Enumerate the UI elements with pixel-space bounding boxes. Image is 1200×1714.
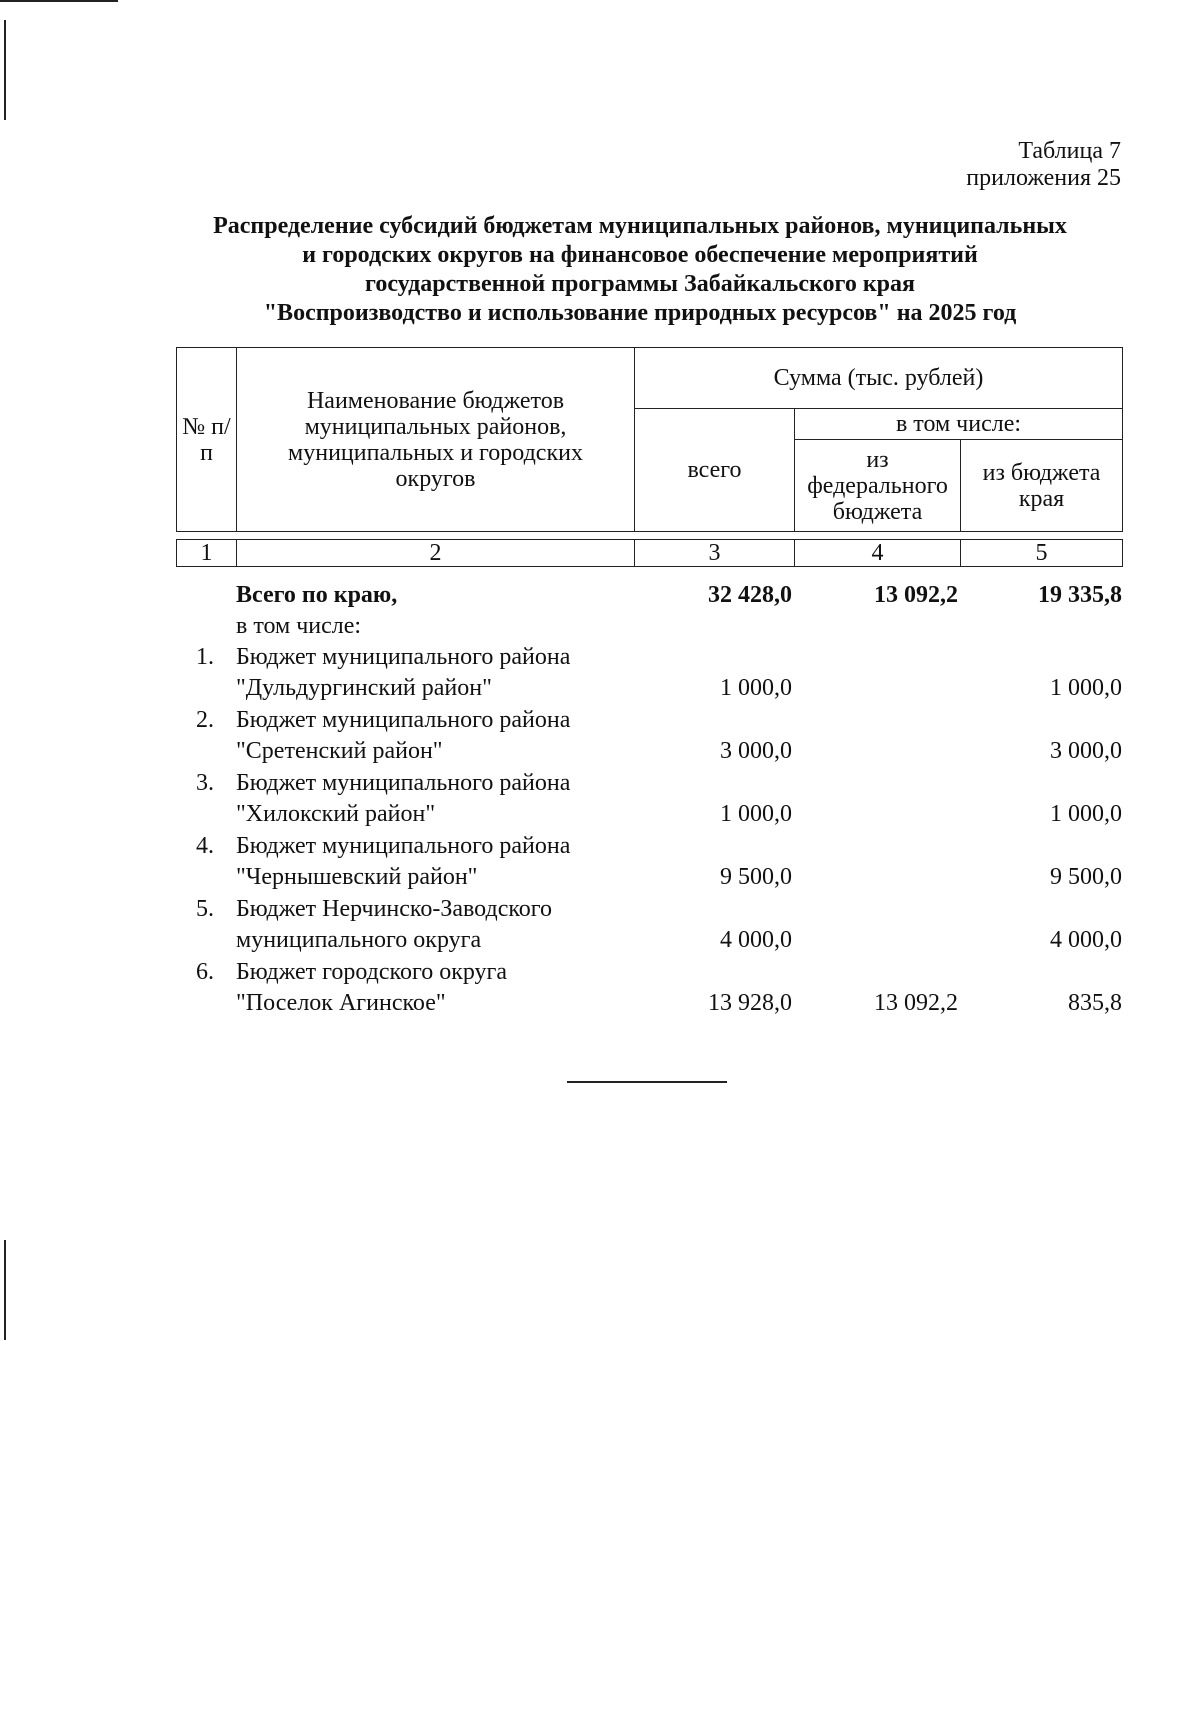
row-name: Бюджет муниципального района "Хилокский район" xyxy=(236,770,571,827)
header-federal: из федерального бюджета xyxy=(795,440,961,532)
row-regional: 4 000,0 xyxy=(1050,927,1122,953)
scan-edge-mark xyxy=(4,20,6,120)
table-row xyxy=(176,957,1122,1020)
row-regional: 9 500,0 xyxy=(1050,864,1122,890)
total-row xyxy=(176,580,1122,611)
row-total: 9 500,0 xyxy=(720,864,792,890)
column-number: 3 xyxy=(635,540,795,567)
including-label: в том числе: xyxy=(236,613,362,639)
row-total: 1 000,0 xyxy=(720,675,792,701)
table-row xyxy=(176,768,1122,831)
row-name: Бюджет городского округа "Поселок Агинское" xyxy=(236,959,508,1016)
title-line: Распределение субсидий бюджетам муниципальных районов, муниципальных xyxy=(213,213,1067,239)
row-total: 1 000,0 xyxy=(720,801,792,827)
row-federal: 13 092,2 xyxy=(874,990,958,1016)
title-line: "Воспроизводство и использование природных ресурсов" на 2025 год xyxy=(263,300,1017,326)
row-number: 6. xyxy=(196,959,214,985)
row-number: 1. xyxy=(196,644,214,670)
row-name: Бюджет муниципального района "Дульдургинский район" xyxy=(236,644,571,701)
row-total: 4 000,0 xyxy=(720,927,792,953)
scan-edge-mark xyxy=(4,1240,6,1340)
table-row xyxy=(176,705,1122,768)
row-number: 2. xyxy=(196,707,214,733)
scan-edge-mark xyxy=(0,0,118,2)
table-row xyxy=(176,894,1122,957)
row-number: 4. xyxy=(196,833,214,859)
table-number: Таблица 7 xyxy=(1018,138,1121,164)
end-divider xyxy=(567,1081,727,1083)
including-row xyxy=(176,611,1122,642)
total-label: Всего по краю, xyxy=(236,582,398,608)
table-row xyxy=(176,642,1122,705)
column-number: 2 xyxy=(237,540,635,567)
row-regional: 1 000,0 xyxy=(1050,675,1122,701)
title-line: и городских округов на финансовое обеспечение мероприятий xyxy=(302,242,978,268)
header-total: всего xyxy=(635,409,795,532)
column-number: 5 xyxy=(961,540,1123,567)
row-number: 5. xyxy=(196,896,214,922)
header-name: Наименование бюджетов муниципальных районов, муниципальных и городских округов xyxy=(237,348,635,532)
row-name: Бюджет муниципального района "Сретенский район" xyxy=(236,707,571,764)
row-name: Бюджет Нерчинско-Заводского муниципального округа xyxy=(236,896,553,953)
document-title xyxy=(160,212,1120,328)
row-total: 13 928,0 xyxy=(708,990,792,1016)
column-number: 1 xyxy=(177,540,237,567)
column-number: 4 xyxy=(795,540,961,567)
header-num: № п/п xyxy=(177,348,237,532)
header-including: в том числе: xyxy=(795,409,1123,440)
row-regional: 3 000,0 xyxy=(1050,738,1122,764)
total-sum: 32 428,0 xyxy=(708,582,792,608)
table-row xyxy=(176,831,1122,894)
row-regional: 1 000,0 xyxy=(1050,801,1122,827)
row-total: 3 000,0 xyxy=(720,738,792,764)
table-reference xyxy=(966,138,1121,192)
total-federal: 13 092,2 xyxy=(874,582,958,608)
row-regional: 835,8 xyxy=(1068,990,1122,1016)
header-sum: Сумма (тыс. рублей) xyxy=(635,348,1123,409)
table-body xyxy=(176,580,1122,1020)
appendix-number: приложения 25 xyxy=(966,165,1121,191)
total-regional: 19 335,8 xyxy=(1038,582,1122,608)
row-number: 3. xyxy=(196,770,214,796)
row-name: Бюджет муниципального района "Чернышевский район" xyxy=(236,833,571,890)
title-line: государственной программы Забайкальского края xyxy=(365,271,915,297)
header-regional: из бюджета края xyxy=(961,440,1123,532)
table-header xyxy=(176,347,1123,567)
